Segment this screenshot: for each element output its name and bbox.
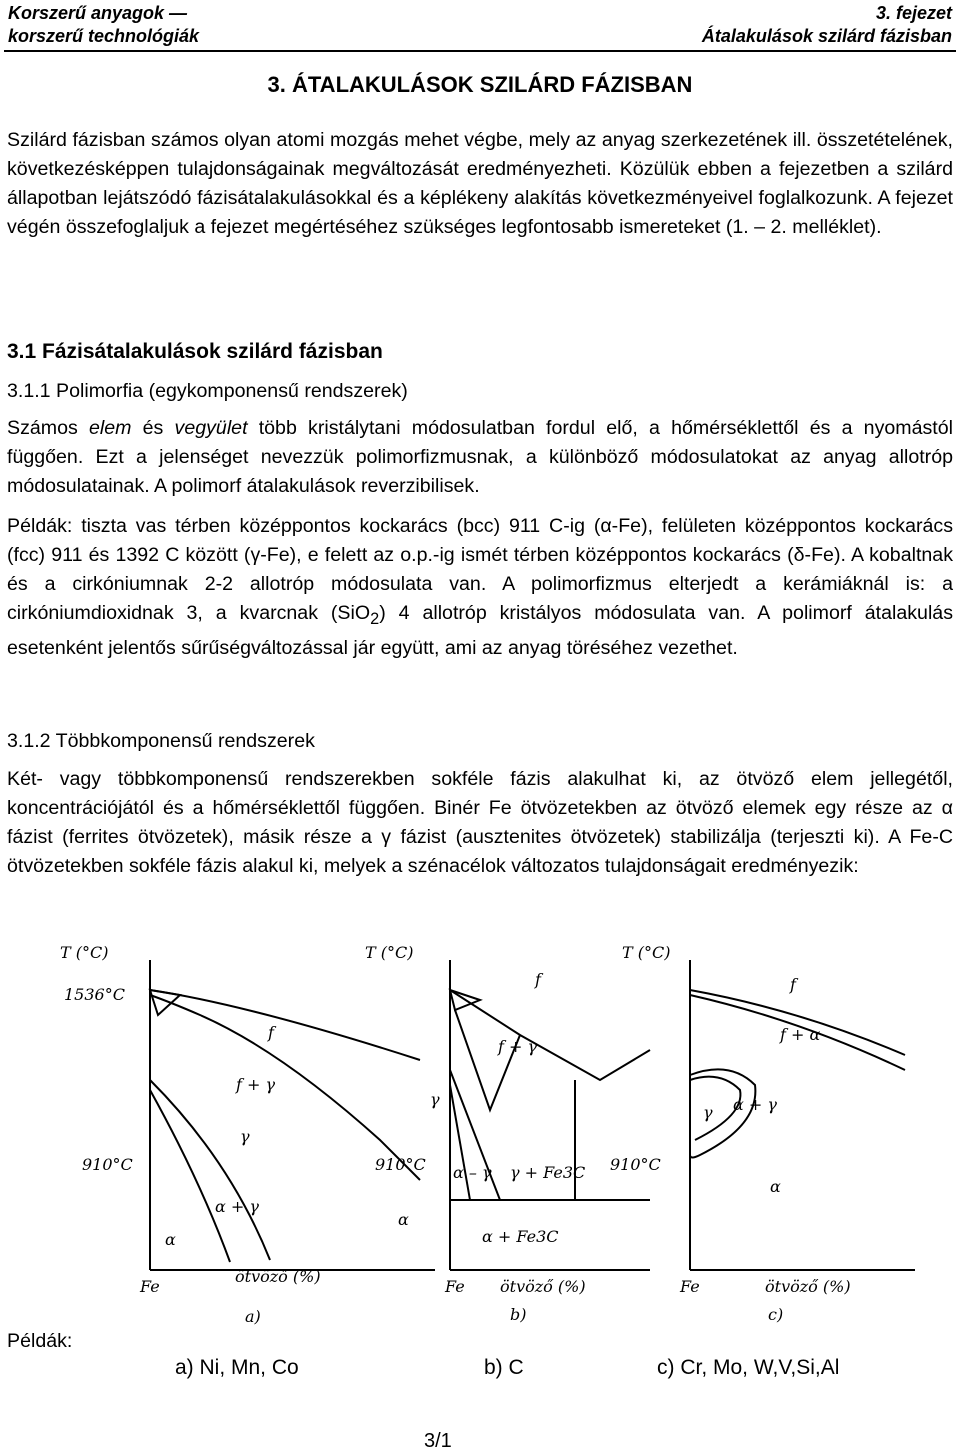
diagram-b-label-gamma: γ	[430, 1090, 440, 1109]
diagram-b-x-label: ötvöző (%)	[500, 1277, 586, 1296]
diagram-a-label-ag: α + γ	[215, 1197, 259, 1216]
diagram-c-label-alpha: α	[770, 1177, 781, 1196]
diagram-c	[690, 960, 915, 1270]
diagram-b-panel: b)	[510, 1305, 527, 1324]
example-c: c) Cr, Mo, W,V,Si,Al	[657, 1356, 840, 1379]
poly-term-compound: vegyület	[174, 417, 248, 439]
diagram-a-label-fg: f + γ	[236, 1075, 276, 1094]
intro-paragraph: Szilárd fázisban számos olyan atomi mozgás mehet végbe, mely az anyag szerkezetének ill. összetételének, következésképpen tulajdonságainak megváltozását eredményezheti. Közülük ebben a fejezetben a szilárd állapotban lejátszódó fázisátalakulásokkal és a képlékeny alakítás következményeivel foglalkozunk. A fejezet végén összefoglaljuk a fejezet megértéséhez szükséges legfontosabb ismereteket (1. – 2. melléklet).	[7, 129, 953, 238]
poly-text-3: több kristálytani módosulatban fordul elő, a hőmérséklettől és a nyomástól függően. Ezt a jelenséget nevezzük polimorfizmusnak, a különböző módosulatokat az anyag allotróp módosulatainak. A polimorf átalakulások reverzibilisek.	[7, 417, 953, 497]
example-a: a) Ni, Mn, Co	[175, 1356, 299, 1379]
diagram-b-label-ag: α – γ	[453, 1163, 492, 1182]
diagram-b-liquidus	[450, 990, 650, 1080]
diagram-c-label-gamma: γ	[703, 1103, 713, 1122]
diagram-b-label-fg: f + γ	[498, 1037, 538, 1056]
phase-diagrams-figure	[0, 910, 960, 1326]
section-3-1-heading: 3.1 Fázisátalakulások szilárd fázisban	[7, 340, 383, 363]
diagram-b-label-gfe3c: γ + Fe3C	[510, 1163, 586, 1182]
diagram-a-liquidus	[150, 990, 420, 1060]
diagram-c-liquidus	[690, 990, 905, 1055]
polymorphism-paragraph	[7, 414, 953, 501]
diagram-b-fe: Fe	[445, 1277, 465, 1296]
diagram-a-t1536: 1536°C	[64, 985, 125, 1004]
examples-text-2: ) 4 allotróp kristályos módosulata van. A polimorf átalakulás esetenként jelentős sűrűségváltozással jár együtt, ami az anyag töréséhez vezethet.	[7, 602, 953, 659]
section-3-1-2-heading: 3.1.2 Többkomponensű rendszerek	[7, 730, 315, 752]
diagram-a-panel: a)	[245, 1307, 261, 1326]
diagram-b-gamma-field	[455, 1010, 520, 1110]
diagram-c-label-fa: f + α	[780, 1025, 821, 1044]
diagram-c-fe: Fe	[680, 1277, 700, 1296]
diagram-a	[150, 960, 435, 1270]
sio2-subscript: 2	[370, 609, 380, 628]
diagram-a-alpha-boundary	[150, 1090, 230, 1262]
diagram-b-y-label: T (°C)	[365, 943, 414, 962]
running-header-left	[8, 2, 199, 48]
diagram-a-y-label: T (°C)	[60, 943, 109, 962]
diagram-a-delta-loop	[150, 990, 180, 1015]
diagram-c-y-label: T (°C)	[622, 943, 671, 962]
header-rule	[4, 50, 956, 52]
header-right-line1: 3. fejezet	[875, 3, 952, 23]
diagram-c-x-label: ötvöző (%)	[765, 1277, 851, 1296]
examples-paragraph	[7, 512, 953, 663]
diagram-a-label-alpha: α	[165, 1230, 176, 1249]
poly-text-2: és	[131, 417, 175, 439]
example-b: b) C	[484, 1356, 524, 1379]
examples-label: Példák:	[7, 1330, 73, 1352]
diagram-a-fe: Fe	[140, 1277, 160, 1296]
diagram-c-t910: 910°C	[610, 1155, 661, 1174]
diagram-b-t910: 910°C	[375, 1155, 426, 1174]
diagram-c-panel: c)	[768, 1305, 784, 1324]
multicomponent-paragraph: Két- vagy többkomponensű rendszerekben sokféle fázis alakulhat ki, az ötvöző elem jellegétől, koncentrációjától és a hőmérséklettől függően. Binér Fe ötvözetekben az ötvöző elemek egy része az α fázist (ferrites ötvözetek), másik része a γ fázist (ausztenites ötvözetek) stabilizálja (terjeszti ki). A Fe-C ötvözetekben sokféle fázis alakul ki, melyek a szénacélok változatos tulajdonságait eredményezik:	[7, 768, 953, 877]
page-number: 3/1	[424, 1430, 452, 1452]
diagram-c-label-ag: α + γ	[733, 1095, 777, 1114]
diagram-a-t910: 910°C	[82, 1155, 133, 1174]
diagram-b-alpha-solvus	[450, 1085, 470, 1200]
diagram-b	[450, 960, 650, 1270]
section-3-1-1-heading: 3.1.1 Polimorfia (egykomponensű rendszerek)	[7, 380, 408, 402]
examples-text-1: Példák: tiszta vas térben középpontos kockarács (bcc) 911 C-ig (α-Fe), felületen középpontos kockarács (fcc) 911 és 1392 C között (γ-Fe), e felett az o.p.-ig ismét térben középpontos kockarács (δ-Fe). A kobaltnak és a cirkóniumnak 2-2 allotróp módosulata van. A polimorfizmus elterjedt a kerámiáknál is: a cirkóniumdioxidnak 3, a kvarcnak (SiO	[7, 515, 953, 624]
diagram-b-label-afe3c: α + Fe3C	[482, 1227, 559, 1246]
running-header-right	[702, 2, 952, 48]
chapter-title: 3. ÁTALAKULÁSOK SZILÁRD FÁZISBAN	[267, 72, 693, 97]
diagram-b-label-f: f	[535, 970, 541, 989]
diagram-a-x-label: ötvöző (%)	[235, 1267, 321, 1286]
diagram-a-label-f: f	[268, 1023, 274, 1042]
poly-term-element: elem	[88, 417, 132, 439]
header-left-line1: Korszerű anyagok —	[8, 3, 188, 23]
header-left-line2: korszerű technológiák	[8, 26, 200, 46]
header-right-line2: Átalakulások szilárd fázisban	[701, 26, 952, 46]
diagram-a-label-gamma: γ	[240, 1127, 250, 1146]
poly-text-1: Számos	[7, 417, 89, 439]
diagram-b-label-alpha: α	[398, 1210, 409, 1229]
diagram-a-solidus	[150, 995, 420, 1180]
diagram-c-label-f: f	[790, 975, 796, 994]
